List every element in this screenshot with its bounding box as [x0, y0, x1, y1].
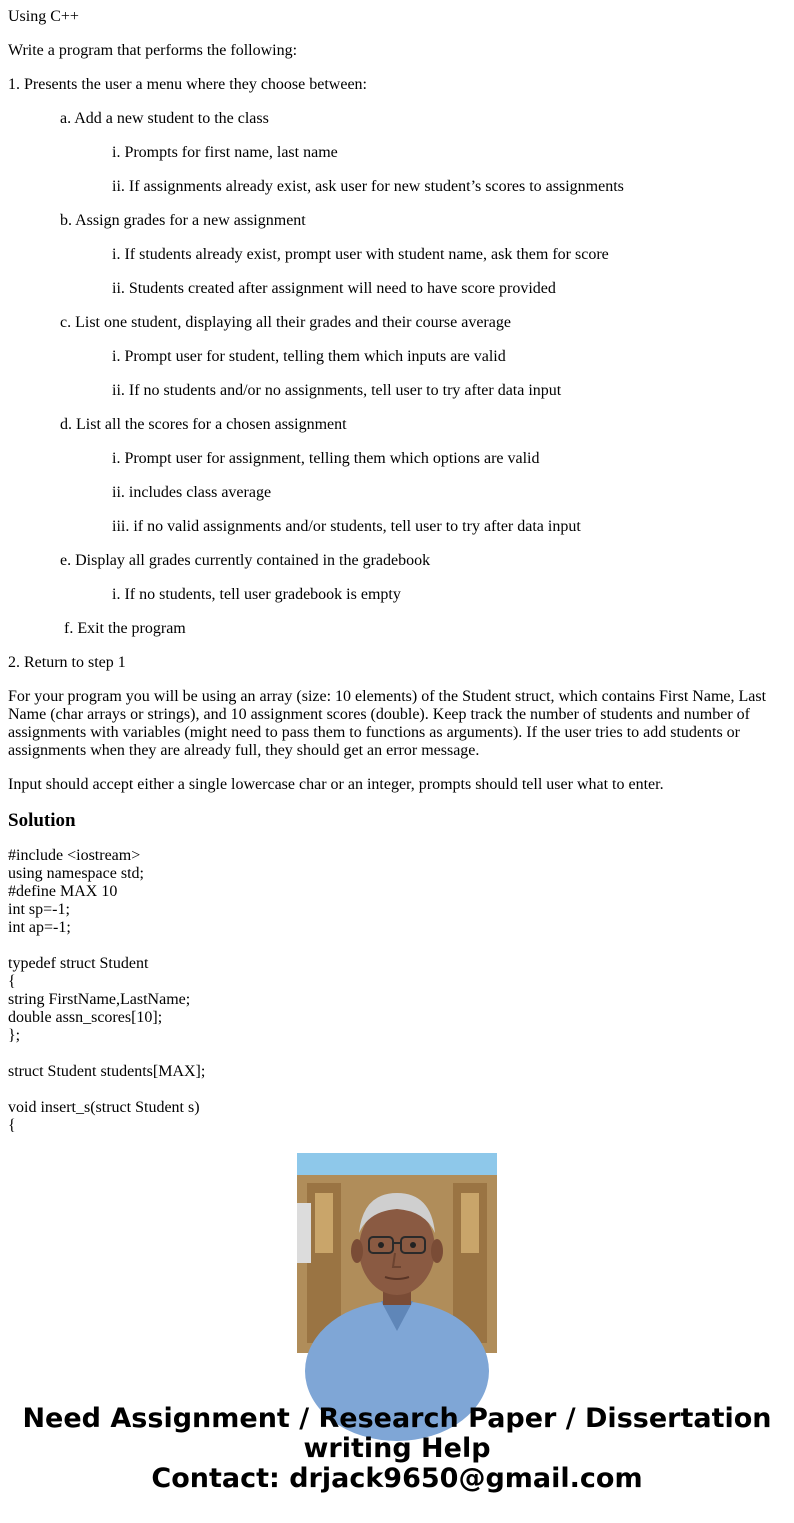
intro-line: Write a program that performs the following:: [8, 42, 298, 59]
option-a-i: i. Prompts for first name, last name: [112, 144, 338, 161]
banner-line-1: Need Assignment / Research Paper / Dissertation: [22, 1403, 772, 1434]
banner-line-2: writing Help: [303, 1433, 491, 1464]
solution-heading: Solution: [8, 810, 76, 831]
option-c: c. List one student, displaying all their grades and their course average: [60, 314, 511, 331]
option-c-ii: ii. If no students and/or no assignments, tell user to try after data input: [112, 382, 562, 399]
solution-code: #include <iostream> using namespace std; #define MAX 10 int sp=-1; int ap=-1; typedef struct Student { string FirstName,LastName; double assn_scores[10]; }; struct Student students[MAX]; void insert_s(struct Student s) {: [8, 847, 206, 1134]
option-e-i: i. If no students, tell user gradebook is empty: [112, 586, 401, 603]
input-paragraph: Input should accept either a single lowercase char or an integer, prompts should tell user what to enter.: [8, 776, 664, 793]
option-a-ii: ii. If assignments already exist, ask user for new student’s scores to assignments: [112, 178, 624, 195]
language-line: Using C++: [8, 8, 79, 25]
option-e: e. Display all grades currently contained in the gradebook: [60, 552, 431, 569]
promo-banner: [0, 1404, 794, 1494]
option-b-ii: ii. Students created after assignment will need to have score provided: [112, 280, 556, 297]
author-portrait-icon: [297, 1153, 497, 1353]
step-1: 1. Presents the user a menu where they choose between:: [8, 76, 367, 93]
document-body: [8, 8, 778, 1134]
option-f: f. Exit the program: [64, 620, 186, 637]
banner-contact: Contact: drjack9650@gmail.com: [151, 1463, 643, 1494]
option-d-i: i. Prompt user for assignment, telling them which options are valid: [112, 450, 540, 467]
option-d-iii: iii. if no valid assignments and/or students, tell user to try after data input: [112, 518, 581, 535]
author-avatar: [297, 1153, 497, 1353]
option-a: a. Add a new student to the class: [60, 110, 269, 127]
option-d-ii: ii. includes class average: [112, 484, 272, 501]
option-d: d. List all the scores for a chosen assignment: [60, 416, 347, 433]
option-b-i: i. If students already exist, prompt user with student name, ask them for score: [112, 246, 609, 263]
option-c-i: i. Prompt user for student, telling them which inputs are valid: [112, 348, 506, 365]
step-2: 2. Return to step 1: [8, 654, 126, 671]
requirements-paragraph: For your program you will be using an array (size: 10 elements) of the Student struct, which contains First Name, Last Name (char arrays or strings), and 10 assignment scores (double). Keep track the number of students and number of assignments with variables (might need to pass them to functions as arguments). If the user tries to add students or assignments when they are already full, they should get an error message.: [8, 688, 767, 759]
option-b: b. Assign grades for a new assignment: [60, 212, 306, 229]
